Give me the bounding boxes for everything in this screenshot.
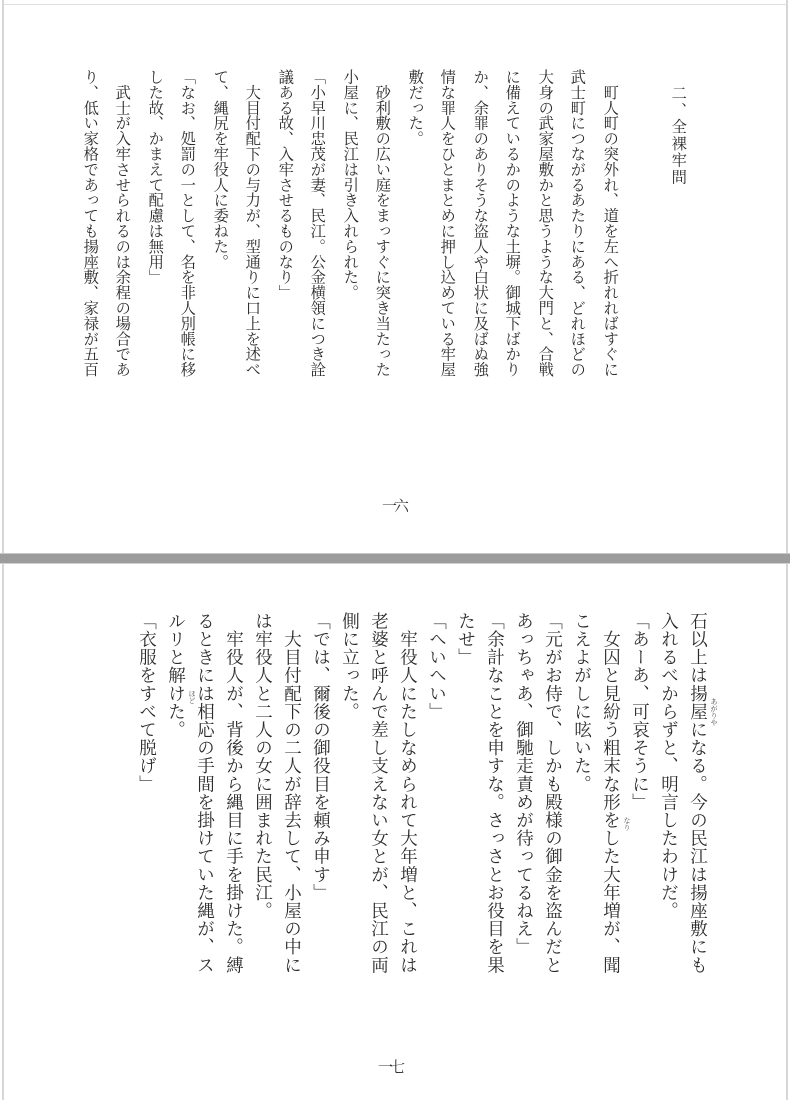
ruby-reading: あがりや bbox=[710, 698, 718, 726]
viewer-frame-right bbox=[786, 0, 788, 1100]
chapter-title: 二、全裸牢問 bbox=[669, 85, 688, 186]
text-line: 女囚と見紛う粗末な形をした大年増が、聞 bbox=[600, 612, 621, 974]
text-line: こえよがしに呟いた。 bbox=[571, 612, 592, 793]
text-line: 「元がお侍で、しかも殿様の御金を盗んだと bbox=[542, 612, 563, 974]
text-line: 砂利敷の広い庭をまっすぐに突き当たった bbox=[373, 69, 392, 377]
text-line: 武士が入牢させられるのは余程の場合であ bbox=[113, 69, 132, 377]
text-line: に備えているかのような土塀。御城下ばかり bbox=[503, 69, 522, 377]
text-line: 「では、爾後の御役目を頼み申す」 bbox=[310, 612, 331, 902]
text-line: あっちゃあ、御馳走責めが待ってるねえ」 bbox=[513, 612, 534, 956]
text-line: は牢役人と二人の女に囲まれた民江。 bbox=[252, 612, 273, 920]
page-number: 一六 bbox=[382, 497, 407, 515]
text-line: ルリと解けた。 bbox=[165, 612, 186, 739]
text-line: 入れるべからずと、明言したわけだ。 bbox=[658, 612, 679, 920]
text-line: るときには相応の手間を掛けていた縄が、ス bbox=[194, 612, 215, 974]
text-line: 「小早川忠茂が妻、民江。公金横領につき詮 bbox=[308, 69, 327, 377]
text-line: 大身の武家屋敷かと思うような大門と、合戦 bbox=[536, 69, 555, 377]
text-line: 大目付配下の二人が辞去して、小屋の中に bbox=[281, 612, 302, 974]
page-number: 一七 bbox=[378, 1058, 403, 1076]
text-line: たせ」 bbox=[455, 612, 476, 667]
text-line: 側に立った。 bbox=[339, 612, 360, 721]
text-line: か、余罪のありそうな盗人や白状に及ばぬ強 bbox=[471, 69, 490, 377]
ruby-reading: ほど bbox=[188, 690, 196, 704]
text-line: 石以上は揚屋になる。今の民江は揚座敷にも bbox=[687, 612, 708, 974]
text-line: 議ある故、入牢させるものなり」 bbox=[276, 69, 295, 300]
text-line: 牢役人にたしなめられて大年増と、これは bbox=[397, 612, 418, 974]
text-line: 「余計なことを申すな。さっさとお役目を果 bbox=[484, 612, 505, 974]
text-line: 牢役人が、背後から縄目に手を掛けた。縛 bbox=[223, 612, 244, 974]
ruby-reading: なり bbox=[623, 817, 631, 831]
text-line: 小屋に、民江は引き入れられた。 bbox=[341, 69, 360, 300]
text-line: 武士町につながるあたりにある、どれほどの bbox=[568, 69, 587, 377]
text-line: 大目付配下の与力が、型通りに口上を述べ bbox=[243, 69, 262, 377]
text-line: 「あーあ、可哀そうに」 bbox=[629, 612, 650, 812]
text-line: り、低い家格であっても揚座敷、家禄が五百 bbox=[81, 69, 100, 377]
text-line: した故、かまえて配慮は無用」 bbox=[146, 69, 165, 285]
book-page-16 bbox=[4, 4, 786, 553]
text-line: 「なお、処罰の一として、名を非人別帳に移 bbox=[178, 69, 197, 377]
text-line: て、縄尻を牢役人に委ねた。 bbox=[211, 69, 230, 270]
text-line: 「へいへい」 bbox=[426, 612, 447, 721]
page-divider bbox=[0, 553, 790, 564]
text-line: 情な罪人をひとまとめに押し込めている牢屋 bbox=[438, 69, 457, 377]
text-line: 老婆と呼んで差し支えない女とが、民江の両 bbox=[368, 612, 389, 974]
text-line: 町人町の突外れ、道を左へ折れればすぐに bbox=[601, 69, 620, 377]
book-page-17 bbox=[4, 566, 786, 1100]
text-line: 敷だった。 bbox=[406, 69, 425, 146]
text-line: 「衣服をすべて脱げ」 bbox=[136, 612, 157, 793]
